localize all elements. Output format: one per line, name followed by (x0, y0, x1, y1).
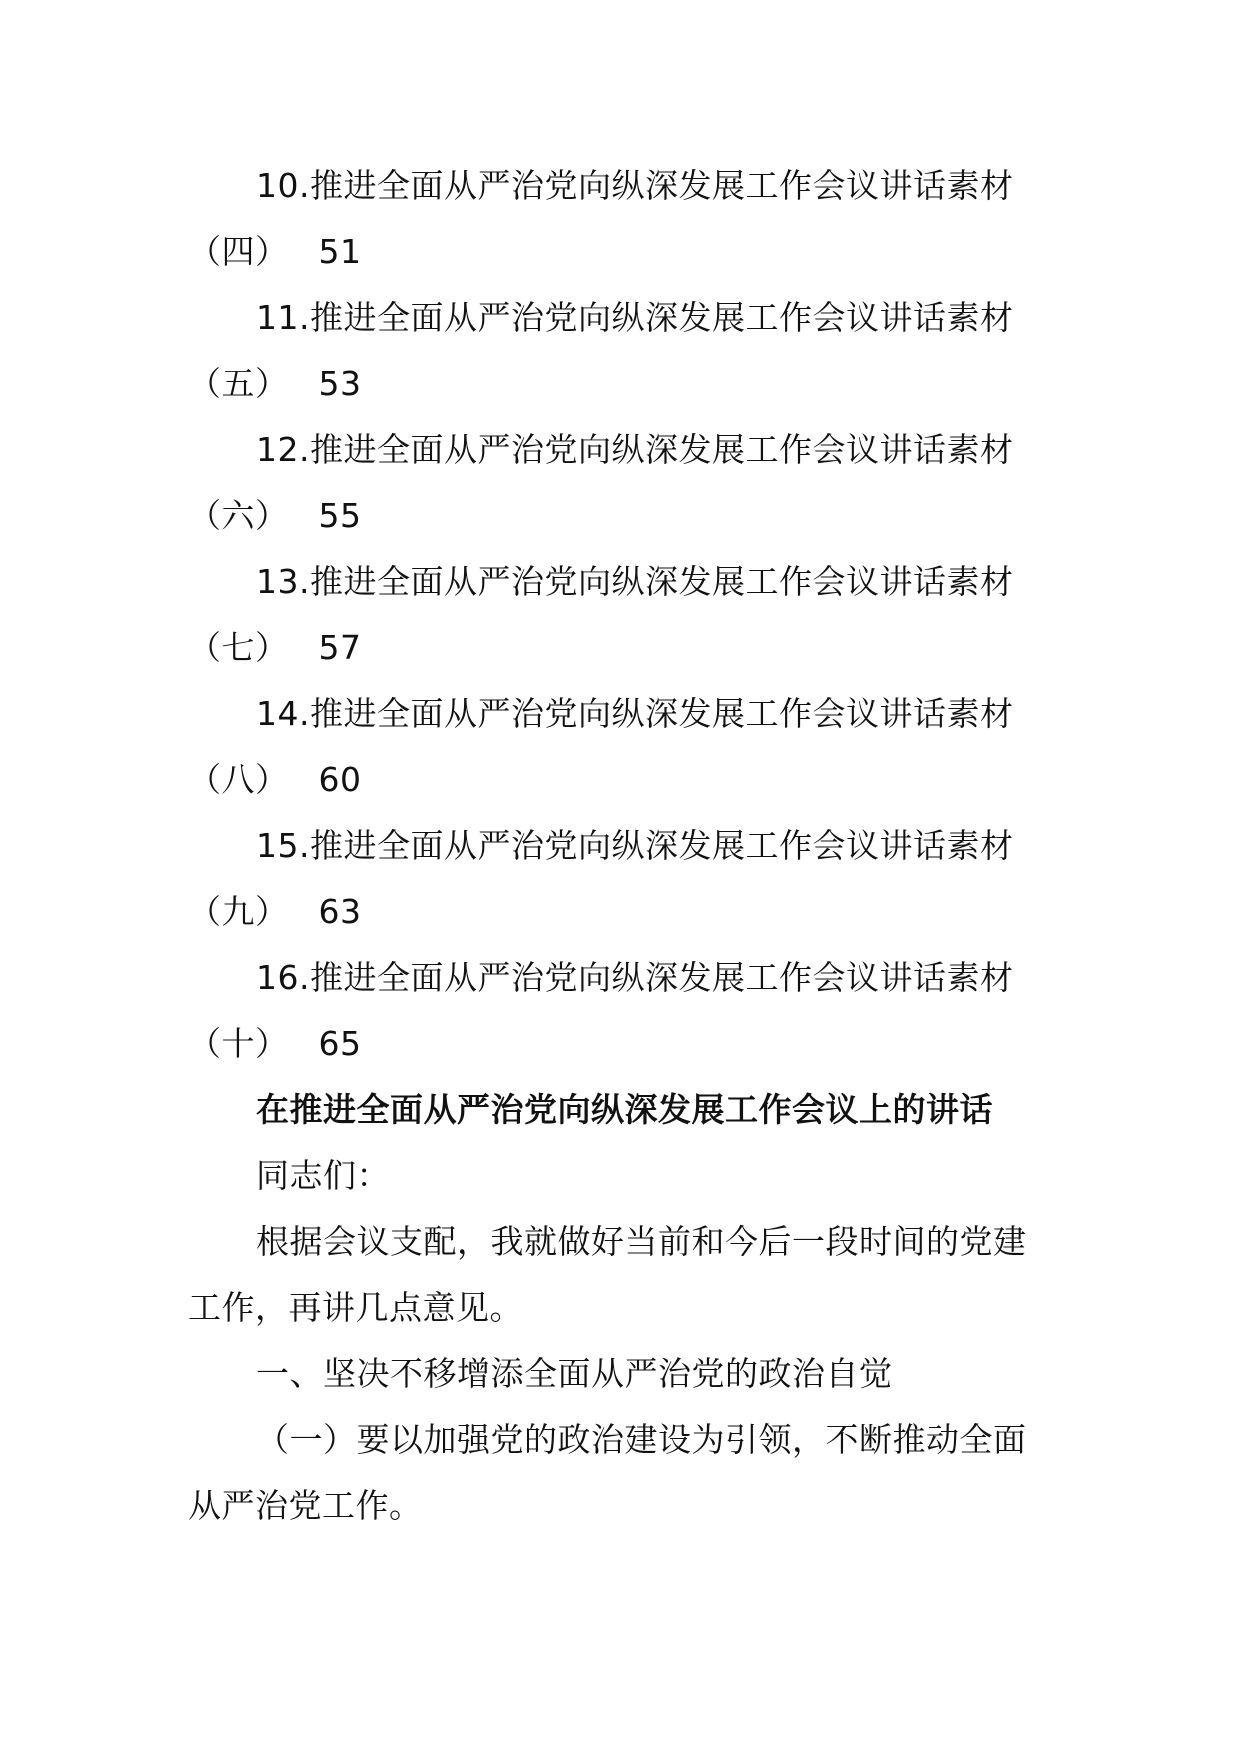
toc-entry-page: 63 (318, 892, 362, 931)
toc-entry-part: （九） (188, 892, 289, 931)
toc-entry-page: 53 (318, 364, 362, 403)
toc-entry-page: 65 (318, 1024, 362, 1063)
toc-entry-page: 60 (318, 760, 362, 799)
subsection-line: （一）要以加强党的政治建设为引领，不断推动全面 (256, 1420, 1027, 1459)
speech-salutation: 同志们： (256, 1156, 390, 1195)
toc-entry-title: 10.推进全面从严治党向纵深发展工作会议讲话素材 (256, 166, 1014, 205)
toc-entry-part-line (188, 496, 362, 536)
toc-entry-part-line (188, 892, 362, 932)
subsection-line: 从严治党工作。 (188, 1486, 423, 1525)
speech-paragraph-line: 工作，再讲几点意见。 (188, 1288, 523, 1327)
toc-entry-title: 16.推进全面从严治党向纵深发展工作会议讲话素材 (256, 958, 1014, 997)
toc-entry-page: 51 (318, 232, 362, 271)
toc-entry-title: 11.推进全面从严治党向纵深发展工作会议讲话素材 (256, 298, 1014, 337)
toc-entry-part-line (188, 1024, 362, 1064)
toc-entry-page: 57 (318, 628, 362, 667)
toc-entry-title: 12.推进全面从严治党向纵深发展工作会议讲话素材 (256, 430, 1014, 469)
toc-entry-part-line (188, 364, 362, 404)
toc-entry-title: 13.推进全面从严治党向纵深发展工作会议讲话素材 (256, 562, 1014, 601)
toc-entry-page: 55 (318, 496, 362, 535)
toc-entry-part: （四） (188, 232, 289, 271)
toc-entry-part: （五） (188, 364, 289, 403)
toc-entry-part: （八） (188, 760, 289, 799)
speech-paragraph-line: 根据会议支配，我就做好当前和今后一段时间的党建 (256, 1222, 1027, 1261)
toc-entry-title: 15.推进全面从严治党向纵深发展工作会议讲话素材 (256, 826, 1014, 865)
toc-entry-title: 14.推进全面从严治党向纵深发展工作会议讲话素材 (256, 694, 1014, 733)
toc-entry-part-line (188, 628, 362, 668)
section-heading: 一、坚决不移增添全面从严治党的政治自觉 (256, 1354, 893, 1393)
toc-entry-part-line (188, 760, 362, 800)
toc-entry-part: （七） (188, 628, 289, 667)
toc-entry-part: （六） (188, 496, 289, 535)
toc-entry-part-line (188, 232, 362, 272)
toc-entry-part: （十） (188, 1024, 289, 1063)
speech-title: 在推进全面从严治党向纵深发展工作会议上的讲话 (256, 1090, 993, 1129)
